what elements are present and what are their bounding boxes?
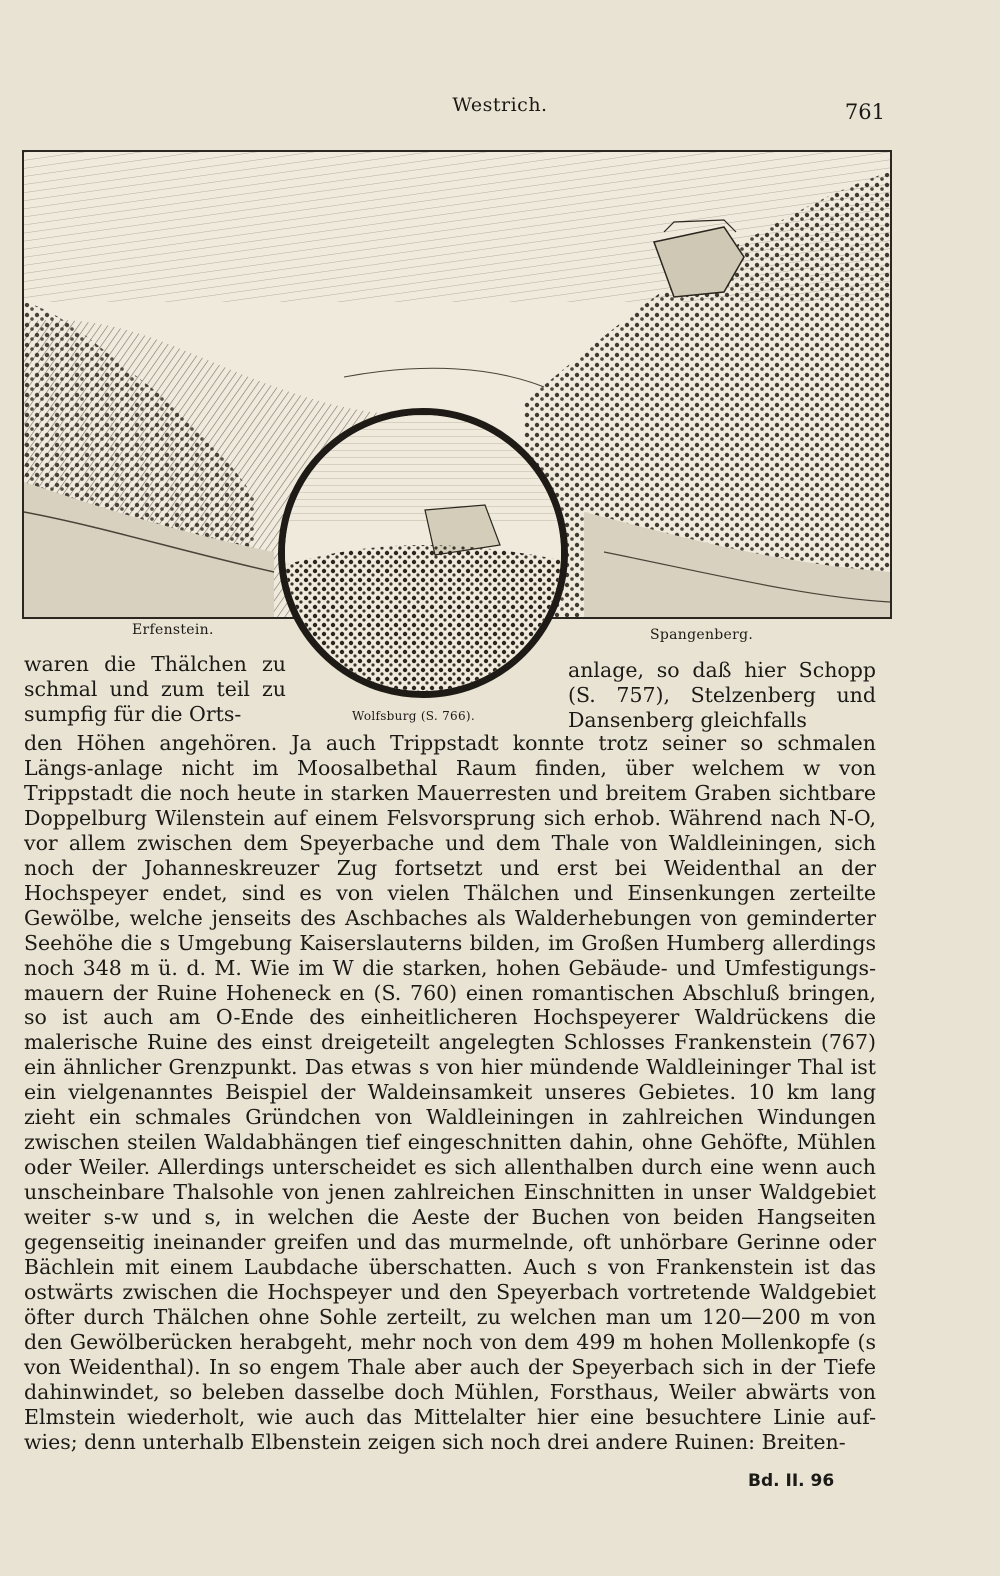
body-paragraph xyxy=(24,731,876,1455)
running-title: Westrich. xyxy=(452,94,548,116)
inset-drawing xyxy=(285,415,561,691)
text-right-column: anlage, so daß hier Schopp (S. 757), Stelzenberg und Dansenberg gleichfalls xyxy=(568,658,876,732)
caption-wolfsburg: Wolfsburg (S. 766). xyxy=(352,709,476,723)
body-text: den Höhen angehören. Ja auch Trippstadt konnte trotz seiner so schmalen Längs-anlage nicht im Moosalbethal Raum finden, über welchem w von Trippstadt die noch heute in starken Mauerresten und breitem Graben sichtbare Doppelburg Wilenstein auf einem Felsvorsprung sich erhob. Während nach N-O, vor allem zwischen dem Speyerbache und dem Thale von Waldleiningen, sich noch der Johanneskreuzer Zug fortsetzt und erst bei Weidenthal an der Hochspeyer endet, sind es von vielen Thälchen und Einsenkungen zerteilte Gewölbe, welche jenseits des Aschbaches als Walderhebungen von geminderter Seehöhe die s Umgebung Kaiserslauterns bilden, im Großen Humberg allerdings noch 348 m ü. d. M. Wie im W die starken, hohen Gebäude- und Umfestigungs-mauern der Ruine Hoheneck en (S. 760) einen romantischen Abschluß bringen, so ist auch am O-Ende des einheitlicheren Hochspeyerer Waldrückens die malerische Ruine des einst dreigeteilt angelegten Schlosses Frankenstein (767) ein ähnlicher Grenzpunkt. Das etwas s von hier mündende Waldleininger Thal ist ein vielgenanntes Beispiel der Waldeinsamkeit unseres Gebietes. 10 km lang zieht ein schmales Gründchen von Waldleiningen in zahlreichen Windungen zwischen steilen Waldabhängen tief eingeschnitten dahin, ohne Gehöfte, Mühlen oder Weiler. Allerdings unterscheidet es sich allenthalben durch eine wenn auch unscheinbare Thalsohle von jenen zahlreichen Einschnitten in unser Waldgebiet weiter s-w und s, in welchen die Aeste der Buchen von beiden Hangseiten gegenseitig ineinander greifen und das murmelnde, oft unhörbare Gerinne oder Bächlein mit einem Laubdache überschatten. Auch s von Frankenstein ist das ostwärts zwischen die Hochspeyer und den Speyerbach vortretende Waldgebiet öfter durch Thälchen ohne Sohle zerteilt, zu welchen man um 120—200 m von den Gewölberücken herabgeht, mehr noch von dem 499 m hohen Mollenkopfe (s von Weidenthal). In so engem Thale aber auch der Speyerbach sich in der Tiefe dahinwindet, so beleben dasselbe doch Mühlen, Forsthaus, Weiler abwärts von Elmstein wiederholt, wie auch das Mittelalter hier eine besuchtere Linie auf-wies; denn unterhalb Elbenstein zeigen sich noch drei andere Ruinen: Breiten- xyxy=(24,731,876,1454)
caption-erfenstein: Erfenstein. xyxy=(132,622,214,638)
caption-spangenberg: Spangenberg. xyxy=(650,627,754,643)
page-number: 761 xyxy=(844,100,885,124)
text-left-column: waren die Thälchen zu schmal und zum teil zu sumpfig für die Orts- xyxy=(24,652,286,726)
inset-round-engraving xyxy=(278,408,568,698)
sheet-signature: Bd. II. 96 xyxy=(748,1471,835,1491)
